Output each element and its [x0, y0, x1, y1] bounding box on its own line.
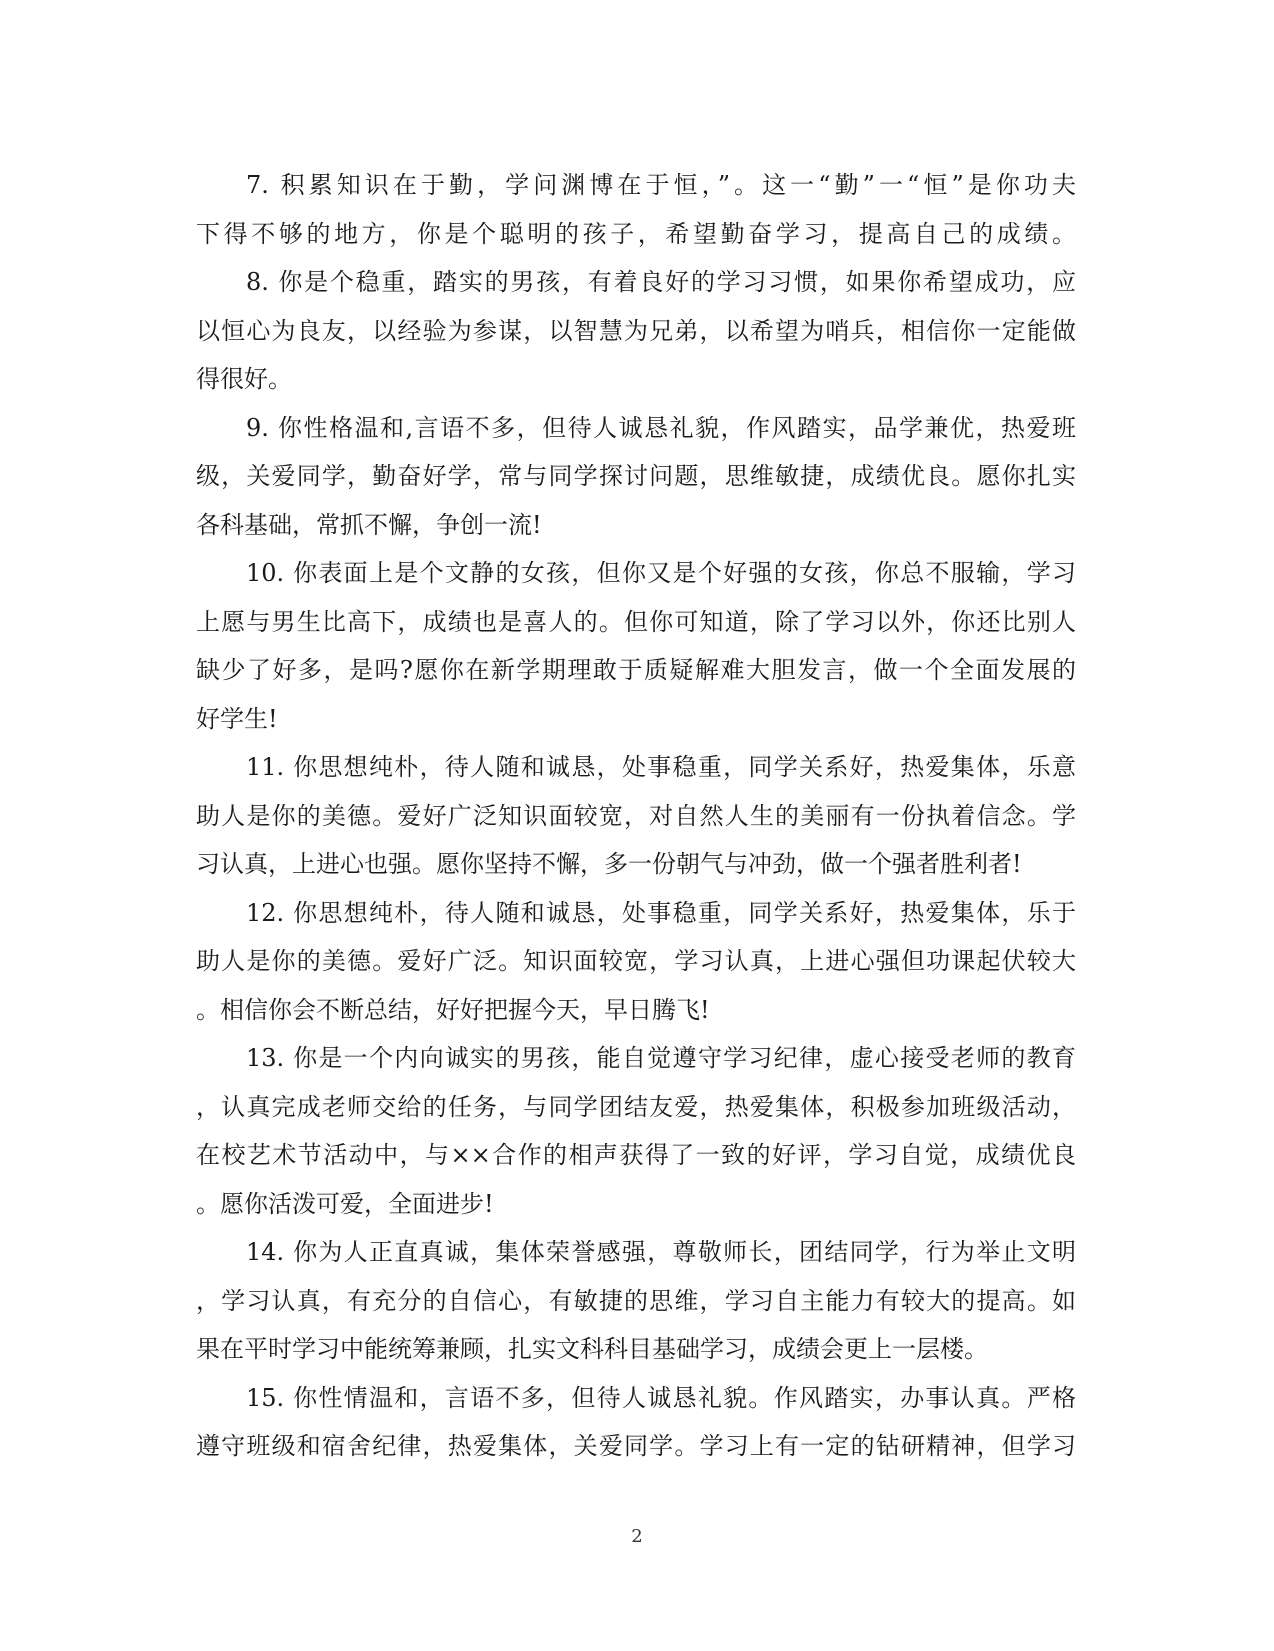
paragraph-line: 得很好。	[196, 365, 292, 393]
paragraph-12	[196, 889, 1076, 1035]
paragraph-line: 助人是你的美德。爱好广泛知识面较宽，对自然人生的美丽有一份执着信念。学	[196, 801, 1076, 830]
paragraph-15	[196, 1374, 1076, 1471]
paragraph-line: 9. 你性格温和,言语不多，但待人诚恳礼貌，作风踏实，品学兼优，热爱班	[246, 413, 1076, 442]
paragraph-line: 13. 你是一个内向诚实的男孩，能自觉遵守学习纪律，虚心接受老师的教育	[246, 1044, 1076, 1072]
paragraph-10	[196, 549, 1076, 743]
paragraph-line: 10. 你表面上是个文静的女孩，但你又是个好强的女孩，你总不服输，学习	[246, 559, 1076, 587]
paragraph-9	[196, 404, 1076, 550]
paragraph-line: 果在平时学习中能统筹兼顾，扎实文科科目基础学习，成绩会更上一层楼。	[196, 1335, 988, 1363]
paragraph-line: 上愿与男生比高下，成绩也是喜人的。但你可知道，除了学习以外，你还比别人	[196, 607, 1076, 636]
paragraph-line: 以恒心为良友，以经验为参谋，以智慧为兄弟，以希望为哨兵，相信你一定能做	[196, 316, 1076, 345]
paragraph-line: ，学习认真，有充分的自信心，有敏捷的思维，学习自主能力有较大的提高。如	[196, 1286, 1076, 1315]
paragraph-8	[196, 258, 1076, 404]
paragraph-line: 缺少了好多，是吗?愿你在新学期理敢于质疑解难大胆发言，做一个全面发展的	[196, 656, 1076, 684]
paragraph-line: 11. 你思想纯朴，待人随和诚恳，处事稳重，同学关系好，热爱集体，乐意	[246, 753, 1076, 781]
paragraph-line: 下得不够的地方，你是个聪明的孩子，希望勤奋学习，提高自己的成绩。	[196, 219, 1076, 248]
paragraph-line: 8. 你是个稳重，踏实的男孩，有着良好的学习习惯，如果你希望成功，应	[246, 268, 1076, 296]
paragraph-line: 在校艺术节活动中，与××合作的相声获得了一致的好评，学习自觉，成绩优良	[196, 1141, 1076, 1169]
paragraph-line: 14. 你为人正直真诚，集体荣誉感强，尊敬师长，团结同学，行为举止文明	[246, 1238, 1076, 1266]
paragraph-line: 。愿你活泼可爱，全面进步!	[196, 1189, 494, 1218]
paragraph-14	[196, 1228, 1076, 1374]
paragraph-11	[196, 743, 1076, 889]
paragraph-line: 助人是你的美德。爱好广泛。知识面较宽，学习认真，上进心强但功课起伏较大	[196, 947, 1076, 975]
paragraph-line: 12. 你思想纯朴，待人随和诚恳，处事稳重，同学关系好，热爱集体，乐于	[246, 898, 1076, 927]
paragraph-line: 习认真，上进心也强。愿你坚持不懈，多一份朝气与冲劲，做一个强者胜利者!	[196, 850, 1022, 878]
paragraph-line: 遵守班级和宿舍纪律，热爱集体，关爱同学。学习上有一定的钻研精神，但学习	[196, 1432, 1076, 1460]
document-body	[196, 161, 1076, 1471]
paragraph-line: 7. 积累知识在于勤，学问渊博在于恒，”。这一“勤”一“恒”是你功夫	[246, 171, 1076, 199]
paragraph-line: 好学生!	[196, 704, 278, 733]
paragraph-line: 。相信你会不断总结，好好把握今天，早日腾飞!	[196, 995, 710, 1024]
paragraph-line: 各科基础，常抓不懈，争创一流!	[196, 510, 542, 539]
paragraph-7	[196, 161, 1076, 258]
page-number: 2	[631, 1526, 643, 1547]
paragraph-13	[196, 1034, 1076, 1228]
paragraph-line: 级，关爱同学，勤奋好学，常与同学探讨问题，思维敏捷，成绩优良。愿你扎实	[196, 462, 1076, 490]
paragraph-line: 15. 你性情温和，言语不多，但待人诚恳礼貌。作风踏实，办事认真。严格	[246, 1383, 1076, 1412]
paragraph-line: ，认真完成老师交给的任务，与同学团结友爱，热爱集体，积极参加班级活动，	[196, 1092, 1076, 1121]
